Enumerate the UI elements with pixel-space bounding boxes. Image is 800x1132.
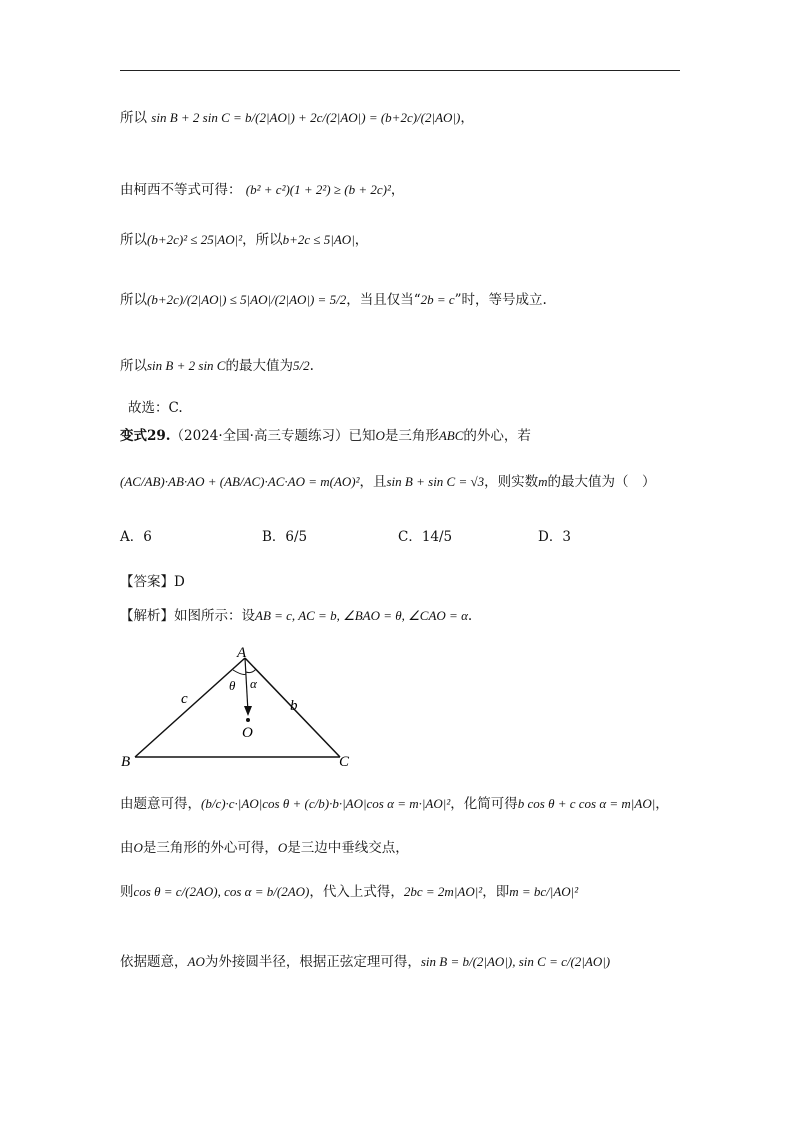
formula-sin-condition: sin B + sin C = √3	[386, 474, 485, 489]
label-c: c	[181, 691, 188, 707]
text-end: ，	[460, 110, 474, 126]
text-mid: 的最大值为	[225, 358, 293, 374]
text-prefix: 所以	[120, 292, 147, 308]
angle-alpha-arc	[246, 669, 256, 673]
text-mid: ，化简可得	[450, 796, 518, 812]
vector-AO	[245, 658, 248, 712]
paragraph-max-value	[120, 354, 314, 374]
problem-label: 变式29.	[120, 428, 171, 444]
paragraph-cauchy	[120, 178, 404, 198]
paragraph-sum-expression	[120, 106, 474, 126]
var-O: O	[277, 840, 288, 855]
var-AO: AO	[187, 954, 205, 969]
text-end: ，	[655, 796, 669, 812]
var-O: O	[375, 428, 385, 443]
text-mid: ，当且仅当“	[346, 292, 421, 308]
option-c: C．14/5	[398, 529, 453, 545]
label-O: O	[242, 725, 253, 741]
text-4: ，则实数	[484, 474, 539, 490]
text-end: .	[467, 608, 473, 624]
text-end: .	[309, 358, 314, 374]
option-a: A．6	[120, 529, 152, 545]
var-ABC: ABC	[438, 428, 464, 443]
text-prefix: 依据题意，	[120, 954, 188, 970]
var-O: O	[133, 840, 143, 855]
text-end: ”时，等号成立.	[454, 292, 547, 308]
header-rule	[120, 70, 680, 71]
formula-square-bound: (b+2c)² ≤ 25|AO|²	[147, 232, 243, 247]
text-prefix: 所以	[120, 232, 147, 248]
side-AB	[135, 658, 245, 757]
text-prefix: 由题意可得，	[120, 796, 201, 812]
answer-line	[120, 570, 185, 590]
text-5: 的最大值为（ ）	[547, 474, 656, 490]
answer-choice-line	[128, 396, 183, 416]
arrow-head	[244, 706, 252, 716]
label-C: C	[339, 754, 350, 770]
text-prefix: 则	[120, 884, 134, 900]
text-2: 是三角形的外心可得，	[142, 840, 278, 856]
text-prefix: 所以	[120, 358, 147, 374]
text-mid: ，代入上式得，	[309, 884, 404, 900]
angle-theta-arc	[233, 670, 246, 675]
paragraph-equality-condition	[120, 288, 547, 308]
analysis-line	[120, 604, 472, 624]
text-3: ，且	[359, 474, 387, 490]
label-theta: θ	[229, 678, 236, 693]
problem-equation-line	[120, 470, 656, 490]
label-B: B	[121, 754, 131, 770]
option-d: D．3	[538, 529, 571, 545]
text-choice: 故选：C.	[128, 400, 183, 416]
formula-dot-expansion: (b/c)·c·|AO|cos θ + (c/b)·b·|AO|cos α = m·|AO|²	[201, 796, 451, 811]
formula-definitions: AB = c, AC = b, ∠BAO = θ, ∠CAO = α	[255, 608, 468, 623]
text-mid: 为外接圆半径，根据正弦定理可得，	[204, 954, 421, 970]
text-mid2: ，即	[482, 884, 510, 900]
text-3: 是三边中垂线交点，	[287, 840, 409, 856]
solution-step-2	[120, 836, 409, 856]
text-prefix: 由柯西不等式可得：	[120, 182, 242, 198]
formula-ratio-bound: (b+2c)/(2|AO|) ≤ 5|AO|/(2|AO|) = 5/2	[147, 292, 347, 307]
text-2: 的外心，若	[463, 428, 531, 444]
text-mid: ，所以	[242, 232, 283, 248]
paragraph-inequality	[120, 228, 368, 248]
answer-text: 【答案】D	[120, 574, 185, 590]
text-end: ，	[354, 232, 369, 248]
solution-step-4	[120, 950, 610, 970]
label-b: b	[290, 698, 298, 714]
formula-cauchy: (b² + c²)(1 + 2²) ≥ (b + 2c)²	[245, 182, 391, 197]
formula-substituted: 2bc = 2m|AO|²	[403, 884, 483, 899]
formula-m: m = bc/|AO|²	[509, 884, 579, 899]
problem-source: （2024·全国·高三专题练习）已知	[170, 428, 376, 444]
formula-simplified: b cos θ + c cos α = m|AO|	[517, 796, 656, 811]
formula-sinB-2sinC: sin B + 2 sin C	[147, 358, 226, 373]
formula-cosines: cos θ = c/(2AO), cos α = b/(2AO)	[133, 884, 310, 899]
label-alpha: α	[250, 676, 257, 691]
formula-sine-law: sin B = b/(2|AO|), sin C = c/(2|AO|)	[420, 954, 611, 969]
text-1: 由	[120, 840, 134, 856]
text-prefix: 所以	[120, 110, 147, 126]
problem-statement	[120, 424, 531, 444]
analysis-prefix: 【解析】如图所示：设	[120, 608, 255, 624]
var-m: m	[538, 474, 548, 489]
triangle-figure	[115, 640, 365, 775]
formula-sinB-2sinC: sin B + 2 sin C = b/(2|AO|) + 2c/(2|AO|) = (b+2c)/(2|AO|)	[151, 110, 461, 125]
solution-step-3	[120, 880, 578, 900]
max-value: 5/2	[292, 358, 310, 373]
formula-equality-condition: 2b = c	[420, 292, 455, 307]
formula-linear-bound: b+2c ≤ 5|AO|	[282, 232, 355, 247]
formula-vector-eq: (AC/AB)·AB·AO + (AB/AC)·AC·AO = m(AO)²	[120, 474, 360, 489]
option-b: B．6/5	[262, 529, 308, 545]
text-end: ，	[390, 182, 405, 198]
point-O	[246, 718, 250, 722]
text-1: 是三角形	[384, 428, 439, 444]
solution-step-1	[120, 792, 669, 812]
label-A: A	[237, 645, 247, 661]
